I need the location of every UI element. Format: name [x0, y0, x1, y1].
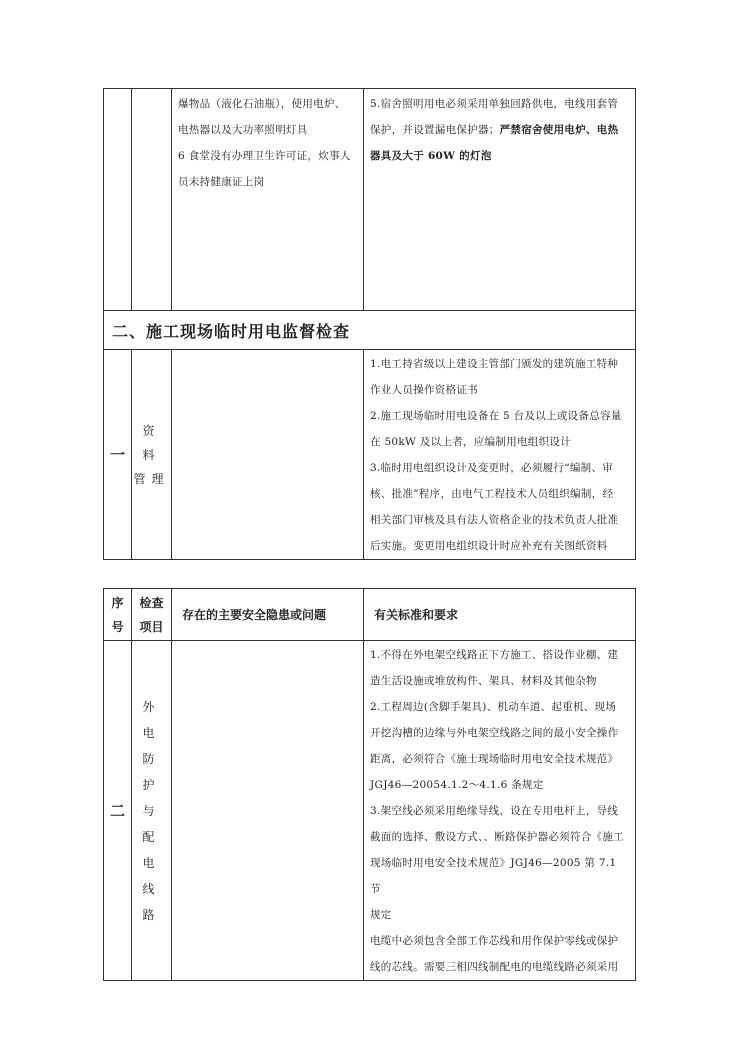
standard-line: 开挖沟槽的边缘与外电架空线路之间的最小安全操作 [370, 727, 619, 739]
standard-line: 相关部门审核及具有法人资格企业的技术负责人批准 [370, 514, 619, 526]
standard-line: 电缆中必须包含全部工作芯线和用作保护零线或保护 [370, 935, 619, 947]
header-standards: 有关标准和要求 [364, 589, 636, 641]
header-seq-line: 序 [111, 595, 124, 610]
header-item-line: 项目 [139, 619, 164, 634]
standard-line: 5.宿舍照明用电必须采用单独回路供电，电线用套管 [370, 98, 619, 110]
problem-line: 爆物品（液化石油瓶），使用电炉、 [178, 98, 346, 110]
problem-line: 电热器以及大功率照明灯具 [178, 124, 308, 136]
header-item-line: 检查 [139, 595, 164, 610]
item-cell [132, 89, 172, 311]
standard-line: 截面的选择、敷设方式、、断路保护器必须符合《施工 [370, 831, 624, 843]
standard-line: 1.不得在外电架空线路正下方施工、搭设作业棚、建 [370, 649, 619, 661]
standard-line: 在 50kW 及以上者，应编制用电组织设计 [370, 436, 571, 448]
standard-line [364, 117, 635, 143]
header-seq-line: 号 [111, 619, 124, 634]
standard-line: 3.临时用电组织设计及变更时，必须履行“编制、审 [370, 462, 614, 474]
check-item-line: 资 料 [142, 423, 161, 462]
standard-line: 2.工程周边(含脚手架具)、机动车道、起重机、现场 [370, 701, 617, 713]
standard-line: 规定 [370, 909, 392, 921]
row-number: 一 [104, 350, 132, 560]
standards-cell [364, 641, 636, 981]
row-number: 二 [104, 641, 132, 981]
problems-cell [172, 89, 364, 311]
header-problems: 存在的主要安全隐患或问题 [172, 589, 364, 641]
standard-bold-text: 严禁宿舍使用电炉、电热 [499, 124, 619, 136]
standard-line: 后实施。变更用电组织设计时应补充有关图纸资料 [370, 540, 608, 552]
problems-cell [172, 641, 364, 981]
check-item-line: 电 线 [142, 855, 161, 896]
table-row [104, 89, 636, 311]
standard-line: 距离，必须符合《施士现场临时用电安全技术规范》 [370, 753, 619, 765]
standard-line: 作业人员操作资格证书 [370, 384, 478, 396]
header-item [132, 589, 172, 641]
standard-line: 现场临时用电安全技术规范》JGJ46—2005 第 7.1 节 [370, 857, 617, 895]
problem-line: 员未持健康证上岗 [178, 176, 265, 188]
standards-cell [364, 89, 636, 311]
seq-cell [104, 89, 132, 311]
check-item-line: 防 护 [142, 751, 161, 792]
problem-line: 6 食堂没有办理卫生许可证，炊事人 [178, 150, 351, 162]
standard-line: 造生活设施或堆放构件、架具、材料及其他杂物 [370, 675, 597, 687]
table-row [104, 641, 636, 981]
problems-cell [172, 350, 364, 560]
inspection-table-continued [103, 88, 636, 560]
standard-line: JGJ46—20054.1.2～4.1.6 条规定 [370, 779, 544, 791]
check-item-line: 路 [142, 907, 161, 922]
check-item [132, 641, 172, 981]
standard-bold-line: 器具及大于 60W 的灯泡 [370, 150, 492, 162]
check-item-line: 外 电 [142, 699, 161, 740]
check-item-line: 管理 [133, 471, 170, 486]
standard-line: 2.施工现场临时用电设备在 5 台及以上或设备总容量 [370, 410, 622, 422]
section-heading-row [104, 311, 636, 350]
table-row [104, 350, 636, 560]
standard-line: 1.电工持省级以上建设主管部门颁发的建筑施工特种 [370, 358, 619, 370]
table-header-row [104, 589, 636, 641]
standards-cell [364, 350, 636, 560]
check-item-line: 与 配 [142, 803, 161, 844]
standard-line: 核、批准”程序，由电气工程技术人员组织编制，经 [370, 488, 614, 500]
standard-line: 线的芯线。需要三相四线制配电的电缆线路必须采用 [370, 961, 619, 973]
inspection-table [103, 588, 636, 981]
section-title: 二、施工现场临时用电监督检查 [104, 311, 636, 350]
header-seq [104, 589, 132, 641]
standard-text: 保护，并设置漏电保护器； [370, 124, 500, 136]
check-item [132, 350, 172, 560]
standard-line: 3.架空线必须采用绝缘导线，设在专用电杆上，导线 [370, 805, 619, 817]
